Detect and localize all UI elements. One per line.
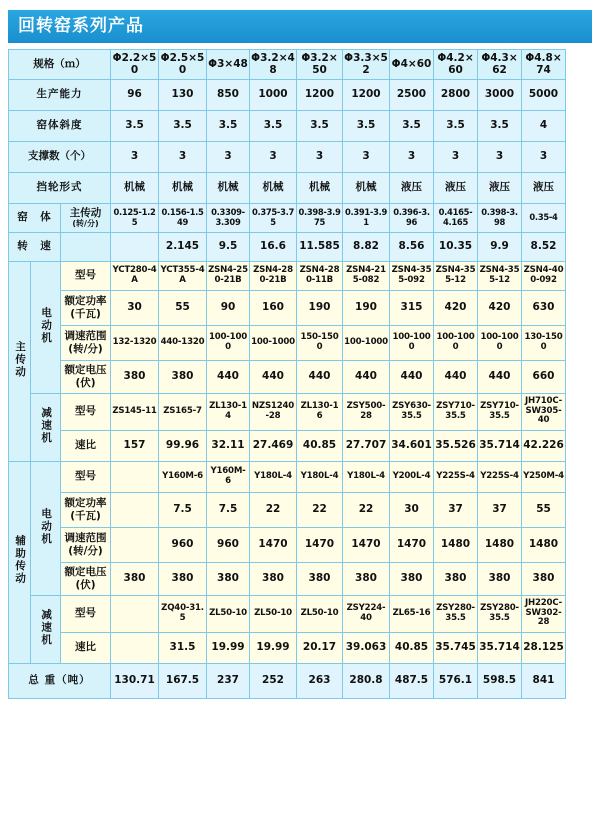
cell: 28.125 [522,632,566,663]
cell: 0.156-1.549 [159,203,207,232]
cell: Y180L-4 [297,461,343,492]
group-label-text: 主传动 [13,341,26,379]
model-header: Φ3.3×52 [343,50,390,79]
cell: 3.5 [159,110,207,141]
cell: 27.707 [343,430,390,461]
cell: 3 [522,141,566,172]
cell: 1480 [478,527,522,562]
cell: 0.375-3.75 [250,203,297,232]
cell: 440 [390,360,434,393]
cell: 液压 [434,172,478,203]
cell: 9.9 [478,232,522,261]
cell: 3.5 [250,110,297,141]
cell: 190 [297,290,343,325]
cell: 96 [111,79,159,110]
cell: ZSN4-355-12 [478,261,522,290]
table-row-total [9,663,600,698]
cell: 420 [434,290,478,325]
row-label-capacity: 生产能力 [9,79,111,110]
cell: Y200L-4 [390,461,434,492]
cell: 机械 [159,172,207,203]
cell: Y160M-6 [207,461,250,492]
cell: 1470 [343,527,390,562]
cell: 3.5 [111,110,159,141]
cell: 660 [522,360,566,393]
table-row [9,203,600,232]
group-label-main-transmission [9,261,31,461]
table-row [9,110,600,141]
cell: Y225S-4 [434,461,478,492]
subgroup-label-main-reducer [31,393,61,461]
cell: ZSN4-280-21B [250,261,297,290]
field-label-speed-range: 调速范围(转/分) [61,527,111,562]
cell: 380 [111,562,159,595]
cell: Y180L-4 [343,461,390,492]
cell [111,595,159,632]
cell: 37 [434,492,478,527]
cell: 3 [390,141,434,172]
table-row [9,562,600,595]
cell: 380 [434,562,478,595]
cell: Y180L-4 [250,461,297,492]
field-label-rated-power: 额定功率(千瓦) [61,290,111,325]
field-label-rated-power: 额定功率(千瓦) [61,492,111,527]
table-row [9,232,600,261]
cell: ZSN4-400-092 [522,261,566,290]
model-header: Φ4×60 [390,50,434,79]
group-label-text: 辅助传动 [13,535,26,585]
cell: ZSN4-250-21B [207,261,250,290]
group-label-aux-transmission [9,461,31,663]
table-row [9,430,600,461]
cell: 3 [159,141,207,172]
row-label-slope: 窑体斜度 [9,110,111,141]
model-header: Φ3.2×50 [297,50,343,79]
cell: ZS165-7 [159,393,207,430]
cell: Y160M-6 [159,461,207,492]
cell: 280.8 [343,663,390,698]
cell: 3 [111,141,159,172]
cell: 157 [111,430,159,461]
page-title: 回转窑系列产品 [8,10,592,43]
table-row [9,325,600,360]
cell: ZL130-16 [297,393,343,430]
cell: 19.99 [250,632,297,663]
field-label-rated-voltage: 额定电压(伏) [61,562,111,595]
cell: 39.063 [343,632,390,663]
cell: 机械 [207,172,250,203]
cell: 487.5 [390,663,434,698]
cell: 8.56 [390,232,434,261]
cell: 380 [343,562,390,595]
cell: 30 [390,492,434,527]
group-label-kiln-speed: 转 速 [9,232,61,261]
cell: 16.6 [250,232,297,261]
cell: 132-1320 [111,325,159,360]
cell: 440 [478,360,522,393]
cell: 0.396-3.96 [390,203,434,232]
cell: 机械 [297,172,343,203]
cell: 19.99 [207,632,250,663]
cell: 35.714 [478,430,522,461]
cell: 576.1 [434,663,478,698]
table-header-row [9,50,600,79]
cell [111,232,159,261]
cell: 7.5 [159,492,207,527]
cell: 130.71 [111,663,159,698]
cell: 35.526 [434,430,478,461]
cell: 液压 [478,172,522,203]
cell: 液压 [390,172,434,203]
spec-header-label: 规格（ｍ） [9,50,111,79]
cell: 40.85 [390,632,434,663]
cell: 1480 [522,527,566,562]
cell: ZL50-10 [250,595,297,632]
table-row [9,360,600,393]
cell: Y225S-4 [478,461,522,492]
cell: 机械 [343,172,390,203]
cell: 机械 [111,172,159,203]
cell: 100-1000 [478,325,522,360]
cell: 1200 [343,79,390,110]
table-row [9,290,600,325]
cell: 3.5 [478,110,522,141]
cell: 10.35 [434,232,478,261]
cell: 130 [159,79,207,110]
field-label-model: 型号 [61,595,111,632]
cell: ZSY710-35.5 [434,393,478,430]
cell: 2500 [390,79,434,110]
subgroup-label-text: 电动机 [39,307,52,345]
subgroup-label-main-motor [31,261,61,393]
cell: JH710C-SW305-40 [522,393,566,430]
cell: 8.52 [522,232,566,261]
cell: 22 [343,492,390,527]
cell: 380 [250,562,297,595]
cell: 440 [434,360,478,393]
cell: 1470 [390,527,434,562]
cell: 1470 [297,527,343,562]
cell: 150-1500 [297,325,343,360]
cell: 3 [434,141,478,172]
cell: 237 [207,663,250,698]
cell: 380 [159,562,207,595]
cell: 35.745 [434,632,478,663]
cell: 841 [522,663,566,698]
group-label-kiln-body: 窑 体 [9,203,61,232]
cell: ZL65-16 [390,595,434,632]
table-row [9,527,600,562]
table-row [9,172,600,203]
cell: 3 [343,141,390,172]
cell: 1000 [250,79,297,110]
cell: 5000 [522,79,566,110]
cell: 380 [297,562,343,595]
cell: 0.125-1.25 [111,203,159,232]
table-row [9,461,600,492]
table-row [9,595,600,632]
cell: 3 [478,141,522,172]
cell: 4 [522,110,566,141]
cell: 130-1500 [522,325,566,360]
field-label-rated-voltage: 额定电压(伏) [61,360,111,393]
cell: 0.398-3.98 [478,203,522,232]
cell: ZSN4-280-11B [297,261,343,290]
cell: 0.4165-4.165 [434,203,478,232]
subgroup-label-text: 减速机 [39,407,52,445]
field-label-model: 型号 [61,261,111,290]
cell: 380 [207,562,250,595]
row-label-main-drive-speed [61,203,111,232]
cell: 100-1000 [390,325,434,360]
cell: 1470 [250,527,297,562]
field-label-ratio: 速比 [61,632,111,663]
cell: 263 [297,663,343,698]
cell: 3 [250,141,297,172]
cell: 30 [111,290,159,325]
row-label-thrust-roller: 挡轮形式 [9,172,111,203]
model-header: Φ2.5×50 [159,50,207,79]
cell: ZSY710-35.5 [478,393,522,430]
cell: 440 [297,360,343,393]
cell: ZQ40-31.5 [159,595,207,632]
cell: 440-1320 [159,325,207,360]
cell: ZSY500-28 [343,393,390,430]
cell: 90 [207,290,250,325]
cell: ZSN4-355-12 [434,261,478,290]
model-header: Φ4.8×74 [522,50,566,79]
cell: 252 [250,663,297,698]
cell: 99.96 [159,430,207,461]
row-label-aux-speed-blank [61,232,111,261]
table-row [9,393,600,430]
cell: 35.714 [478,632,522,663]
model-header: Φ2.2×50 [111,50,159,79]
cell: ZS145-11 [111,393,159,430]
cell: 22 [250,492,297,527]
kiln-spec-table [8,49,600,698]
cell: 9.5 [207,232,250,261]
cell: 160 [250,290,297,325]
field-label-speed-range: 调速范围(转/分) [61,325,111,360]
model-header: Φ4.2×60 [434,50,478,79]
cell: 420 [478,290,522,325]
cell: ZL130-14 [207,393,250,430]
cell: 2800 [434,79,478,110]
cell: 1200 [297,79,343,110]
cell: ZSN4-355-092 [390,261,434,290]
cell: 850 [207,79,250,110]
cell: YCT280-4A [111,261,159,290]
cell: 1480 [434,527,478,562]
cell: 3.5 [434,110,478,141]
table-row [9,261,600,290]
cell: NZS1240-28 [250,393,297,430]
cell: 11.585 [297,232,343,261]
cell: 630 [522,290,566,325]
cell: 167.5 [159,663,207,698]
main-drive-unit: (转/分) [62,219,109,228]
cell: 440 [343,360,390,393]
cell: ZSY630-35.5 [390,393,434,430]
cell: 液压 [522,172,566,203]
spec-sheet-page [0,10,600,827]
cell: ZL50-10 [207,595,250,632]
main-drive-text: 主传动 [62,207,109,219]
subgroup-label-text: 电动机 [39,508,52,546]
row-label-support-count: 支撑数（个） [9,141,111,172]
cell: 380 [522,562,566,595]
cell: 100-1000 [343,325,390,360]
cell [111,632,159,663]
cell: 0.391-3.91 [343,203,390,232]
cell: ZSY224-40 [343,595,390,632]
cell: YCT355-4A [159,261,207,290]
model-header: Φ3×48 [207,50,250,79]
field-label-model: 型号 [61,393,111,430]
cell: 27.469 [250,430,297,461]
cell: 31.5 [159,632,207,663]
subgroup-label-text: 减速机 [39,609,52,647]
cell: ZL50-10 [297,595,343,632]
cell: 3 [207,141,250,172]
field-label-ratio: 速比 [61,430,111,461]
cell: 8.82 [343,232,390,261]
cell: 380 [111,360,159,393]
cell: 22 [297,492,343,527]
cell: 40.85 [297,430,343,461]
cell: 55 [522,492,566,527]
cell: ZSY280-35.5 [434,595,478,632]
model-header: Φ4.3×62 [478,50,522,79]
cell: JH220C-SW302-28 [522,595,566,632]
cell: 7.5 [207,492,250,527]
cell: Y250M-4 [522,461,566,492]
table-row [9,632,600,663]
table-row [9,79,600,110]
cell: 100-1000 [434,325,478,360]
cell: 42.226 [522,430,566,461]
cell: 34.601 [390,430,434,461]
cell: 3.5 [390,110,434,141]
cell: 598.5 [478,663,522,698]
cell: 3 [297,141,343,172]
cell [111,492,159,527]
cell: ZSY280-35.5 [478,595,522,632]
cell: 0.35-4 [522,203,566,232]
cell: 机械 [250,172,297,203]
cell: 55 [159,290,207,325]
cell [111,461,159,492]
cell: 3.5 [343,110,390,141]
cell: 440 [207,360,250,393]
cell: 20.17 [297,632,343,663]
table-row [9,492,600,527]
cell: 3.5 [297,110,343,141]
cell: 960 [159,527,207,562]
cell: 100-1000 [207,325,250,360]
cell: 0.398-3.975 [297,203,343,232]
row-label-total-weight: 总 重（吨） [9,663,111,698]
table-row [9,141,600,172]
cell: 190 [343,290,390,325]
cell: 960 [207,527,250,562]
subgroup-label-aux-reducer [31,595,61,663]
cell: 100-1000 [250,325,297,360]
cell: 3000 [478,79,522,110]
model-header: Φ3.2×48 [250,50,297,79]
cell: 37 [478,492,522,527]
cell: 440 [250,360,297,393]
cell: 2.145 [159,232,207,261]
field-label-model: 型号 [61,461,111,492]
cell [111,527,159,562]
cell: ZSN4-215-082 [343,261,390,290]
cell: 380 [390,562,434,595]
cell: 32.11 [207,430,250,461]
cell: 380 [478,562,522,595]
cell: 380 [159,360,207,393]
cell: 3.5 [207,110,250,141]
subgroup-label-aux-motor [31,461,61,595]
cell: 0.3309-3.309 [207,203,250,232]
cell: 315 [390,290,434,325]
